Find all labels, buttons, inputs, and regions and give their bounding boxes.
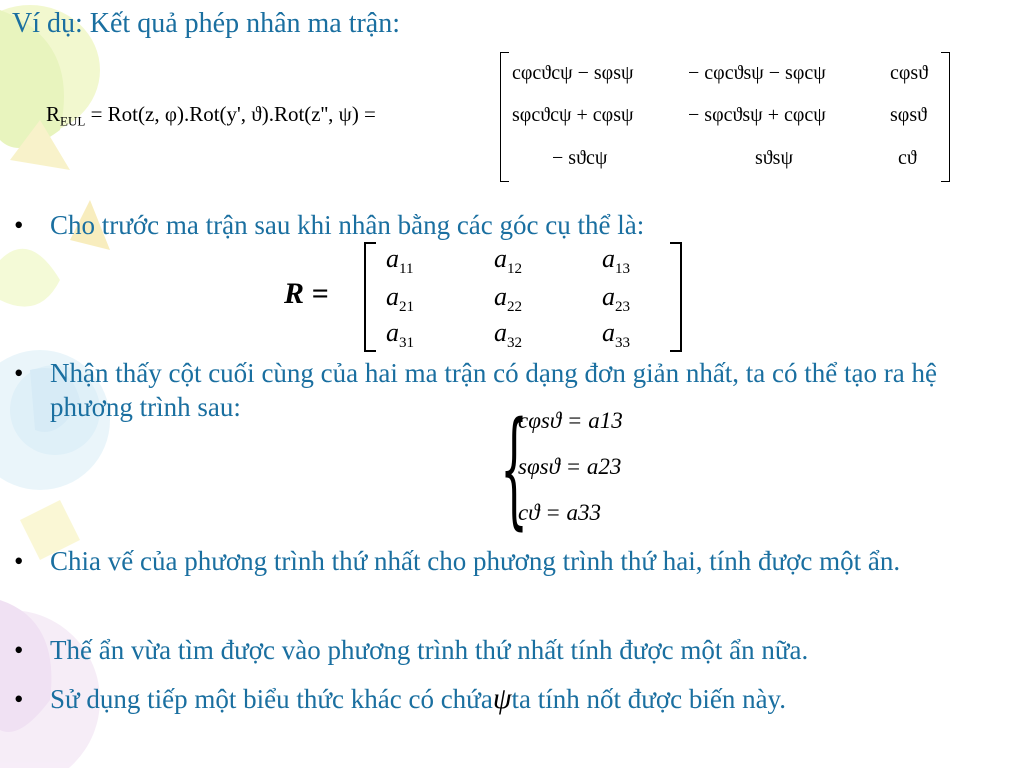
bullet-text: Cho trước ma trận sau khi nhân bằng các góc cụ thể là: — [50, 210, 645, 240]
euler-cell-22: − sφcϑsψ + cφcψ — [688, 104, 826, 126]
left-bracket — [364, 242, 376, 352]
bullet-text: Chia vế của phương trình thứ nhất cho phương trình thứ hai, tính được một ẩn. — [50, 546, 901, 576]
r-cell-32: $a_{32}$ — [494, 318, 523, 352]
euler-cell-32: sϑsψ — [755, 147, 793, 169]
slide-title: Ví dụ: Kết quả phép nhân ma trận: — [12, 8, 401, 39]
system-equation-2: sφsϑ = a23 — [518, 454, 622, 479]
bullet-dot: • — [14, 635, 24, 665]
bullet-item — [14, 208, 1009, 242]
r-cell-12: $a_{12}$ — [494, 244, 523, 278]
r-cell-23: $a_{23}$ — [602, 282, 631, 316]
r-cell-31: $a_{31}$ — [386, 318, 415, 352]
equation-system — [500, 395, 700, 542]
bullet-text-before: Sử dụng tiếp một biểu thức khác có chứa — [50, 684, 493, 714]
right-bracket — [941, 52, 950, 182]
euler-cell-11: cφcϑcψ − sφsψ — [512, 62, 634, 84]
euler-matrix — [500, 52, 950, 182]
psi-symbol: ψ — [492, 682, 512, 715]
bullet-item — [14, 544, 1009, 578]
bullet-text: Nhận thấy cột cuối cùng của hai ma trận có dạng đơn giản nhất, ta có thể tạo ra hệ phương trình sau: — [50, 358, 937, 422]
system-equation-1: cφsϑ = a13 — [518, 408, 623, 433]
euler-cell-21: sφcϑcψ + cφsψ — [512, 104, 634, 126]
r-cell-13: $a_{13}$ — [602, 244, 631, 278]
bullet-text: Thế ẩn vừa tìm được vào phương trình thứ nhất tính được một ẩn nữa. — [50, 635, 809, 665]
bullet-dot: • — [14, 546, 24, 576]
euler-cell-31: − sϑcψ — [552, 147, 608, 169]
r-matrix-lhs: R = — [284, 277, 329, 310]
euler-rotation-product: = Rot(z, φ).Rot(y', ϑ).Rot(z'', ψ) = — [90, 102, 376, 126]
bullet-text — [50, 682, 1009, 716]
euler-cell-33: cϑ — [898, 147, 917, 169]
left-brace: { — [500, 395, 529, 542]
euler-equation — [46, 102, 376, 130]
r-matrix — [364, 242, 682, 352]
euler-cell-23: sφsϑ — [890, 104, 928, 126]
bullet-text-after: ta tính nốt được biến này. — [511, 684, 787, 714]
bullet-item — [14, 682, 1009, 716]
r-cell-11: $a_{11}$ — [386, 244, 414, 278]
bullet-item — [14, 633, 1009, 667]
bullet-dot: • — [14, 684, 24, 714]
system-equation-3: cϑ = a33 — [518, 500, 602, 525]
r-cell-21: $a_{21}$ — [386, 282, 415, 316]
bullet-dot: • — [14, 358, 24, 388]
euler-lhs-subscript: EUL — [60, 113, 86, 129]
euler-cell-13: cφsϑ — [890, 62, 929, 84]
euler-lhs-r: R — [46, 102, 61, 126]
bullet-dot: • — [14, 210, 24, 240]
right-bracket — [670, 242, 682, 352]
r-cell-22: $a_{22}$ — [494, 282, 523, 316]
r-cell-33: $a_{33}$ — [602, 318, 631, 352]
euler-cell-12: − cφcϑsψ − sφcψ — [688, 62, 826, 84]
left-bracket — [500, 52, 509, 182]
